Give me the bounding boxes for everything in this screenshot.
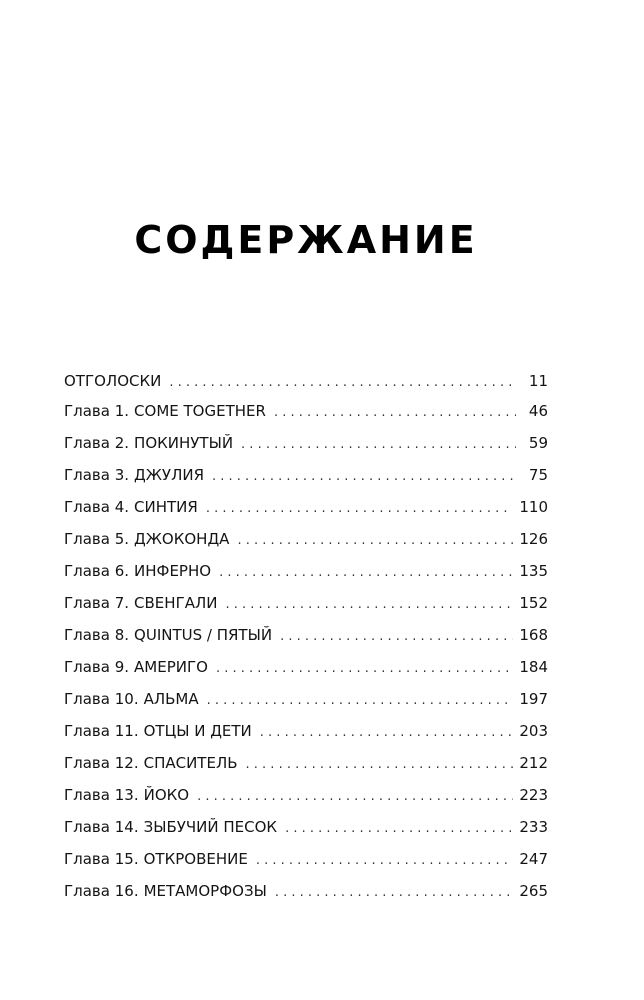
- toc-chapter-title: ЙОКО: [143, 786, 190, 804]
- toc-chapter-title: СИНТИЯ: [134, 498, 198, 516]
- toc-chapter-title: СПАСИТЕЛЬ: [143, 754, 238, 772]
- toc-chapter-number: Глава 16.: [64, 882, 139, 900]
- toc-chapter-title: QUINTUS / ПЯТЫЙ: [134, 626, 273, 644]
- toc-chapter-title: ИНФЕРНО: [134, 562, 212, 580]
- dot-leader: [237, 525, 513, 557]
- toc-page-number: 197: [519, 690, 548, 708]
- toc-chapter-title: ПОКИНУТЫЙ: [134, 434, 234, 452]
- toc-chapter-number: Глава 11.: [64, 722, 139, 740]
- toc-chapter-title: ОТКРОВЕНИЕ: [143, 850, 248, 868]
- toc-chapter-title: АМЕРИГО: [134, 658, 208, 676]
- dot-leader: [241, 429, 516, 461]
- toc-entry: [64, 811, 548, 843]
- toc-page-number: 265: [519, 882, 548, 900]
- toc-page-number: 135: [519, 562, 548, 580]
- dot-leader: [169, 369, 516, 397]
- toc-entry: [64, 395, 548, 427]
- toc-page-number: 184: [519, 658, 548, 676]
- toc-page-number: 247: [519, 850, 548, 868]
- toc-entry-title: [64, 491, 198, 523]
- toc-page-number: 11: [528, 372, 548, 390]
- dot-leader: [275, 877, 514, 909]
- toc-entry-title: [64, 619, 272, 651]
- table-of-contents: [64, 367, 548, 907]
- toc-entry-title: [64, 523, 229, 555]
- toc-chapter-title: СВЕНГАЛИ: [134, 594, 218, 612]
- toc-chapter-number: Глава 5.: [64, 530, 130, 548]
- toc-chapter-number: Глава 9.: [64, 658, 130, 676]
- dot-leader: [260, 717, 514, 749]
- dot-leader: [206, 493, 514, 525]
- toc-page-number: 126: [519, 530, 548, 548]
- toc-entry: [64, 747, 548, 779]
- toc-entry: [64, 587, 548, 619]
- toc-chapter-title: ЗЫБУЧИЙ ПЕСОК: [143, 818, 278, 836]
- toc-entry: [64, 619, 548, 651]
- toc-page-number: 46: [528, 402, 548, 420]
- toc-entry-title: [64, 395, 266, 427]
- toc-entry-title: [64, 875, 267, 907]
- toc-entry-title: [64, 811, 277, 843]
- toc-entry: [64, 843, 548, 875]
- dot-leader: [225, 589, 513, 621]
- toc-chapter-number: Глава 7.: [64, 594, 130, 612]
- toc-chapter-title: ДЖОКОНДА: [134, 530, 230, 548]
- toc-chapter-number: Глава 1.: [64, 402, 130, 420]
- toc-entry-title: [64, 651, 208, 683]
- dot-leader: [219, 557, 513, 589]
- toc-entry: [64, 683, 548, 715]
- toc-page-number: 75: [528, 466, 548, 484]
- toc-entry-title: [64, 683, 199, 715]
- toc-chapter-number: Глава 14.: [64, 818, 139, 836]
- dot-leader: [216, 653, 513, 685]
- toc-chapter-number: Глава 12.: [64, 754, 139, 772]
- dot-leader: [256, 845, 514, 877]
- toc-chapter-title: МЕТАМОРФОЗЫ: [143, 882, 267, 900]
- dot-leader: [285, 813, 513, 845]
- toc-entry-title: [64, 747, 238, 779]
- toc-entry: [64, 523, 548, 555]
- dot-leader: [246, 749, 514, 781]
- toc-entry: [64, 779, 548, 811]
- toc-entry: [64, 491, 548, 523]
- toc-chapter-number: Глава 10.: [64, 690, 139, 708]
- toc-entry-title: [64, 367, 161, 395]
- toc-entry-title: [64, 555, 211, 587]
- toc-chapter-number: Глава 8.: [64, 626, 130, 644]
- toc-page-number: 203: [519, 722, 548, 740]
- dot-leader: [212, 461, 516, 493]
- toc-page-number: 223: [519, 786, 548, 804]
- toc-entry: [64, 367, 548, 395]
- dot-leader: [207, 685, 514, 717]
- toc-page-number: 152: [519, 594, 548, 612]
- toc-entry: [64, 427, 548, 459]
- dot-leader: [274, 397, 516, 429]
- toc-chapter-title: ОТГОЛОСКИ: [64, 372, 162, 390]
- toc-page-number: 110: [519, 498, 548, 516]
- toc-page-number: 212: [519, 754, 548, 772]
- toc-entry: [64, 651, 548, 683]
- toc-chapter-number: Глава 13.: [64, 786, 139, 804]
- toc-page-number: 168: [519, 626, 548, 644]
- toc-entry-title: [64, 715, 252, 747]
- toc-entry-title: [64, 843, 248, 875]
- toc-chapter-title: ДЖУЛИЯ: [134, 466, 204, 484]
- toc-chapter-title: COME TOGETHER: [134, 402, 266, 420]
- toc-chapter-title: ОТЦЫ И ДЕТИ: [143, 722, 252, 740]
- toc-entry: [64, 715, 548, 747]
- toc-chapter-number: Глава 15.: [64, 850, 139, 868]
- toc-chapter-number: Глава 3.: [64, 466, 130, 484]
- toc-entry: [64, 555, 548, 587]
- toc-entry-title: [64, 427, 233, 459]
- toc-page-number: 59: [528, 434, 548, 452]
- toc-chapter-title: АЛЬМА: [143, 690, 199, 708]
- toc-entry-title: [64, 459, 204, 491]
- dot-leader: [280, 621, 513, 653]
- toc-page-number: 233: [519, 818, 548, 836]
- dot-leader: [197, 781, 513, 813]
- toc-entry-title: [64, 779, 189, 811]
- toc-chapter-number: Глава 4.: [64, 498, 130, 516]
- toc-entry-title: [64, 587, 217, 619]
- toc-entry: [64, 459, 548, 491]
- page-title: СОДЕРЖАНИЕ: [134, 218, 478, 262]
- toc-chapter-number: Глава 6.: [64, 562, 130, 580]
- toc-entry: [64, 875, 548, 907]
- toc-chapter-number: Глава 2.: [64, 434, 130, 452]
